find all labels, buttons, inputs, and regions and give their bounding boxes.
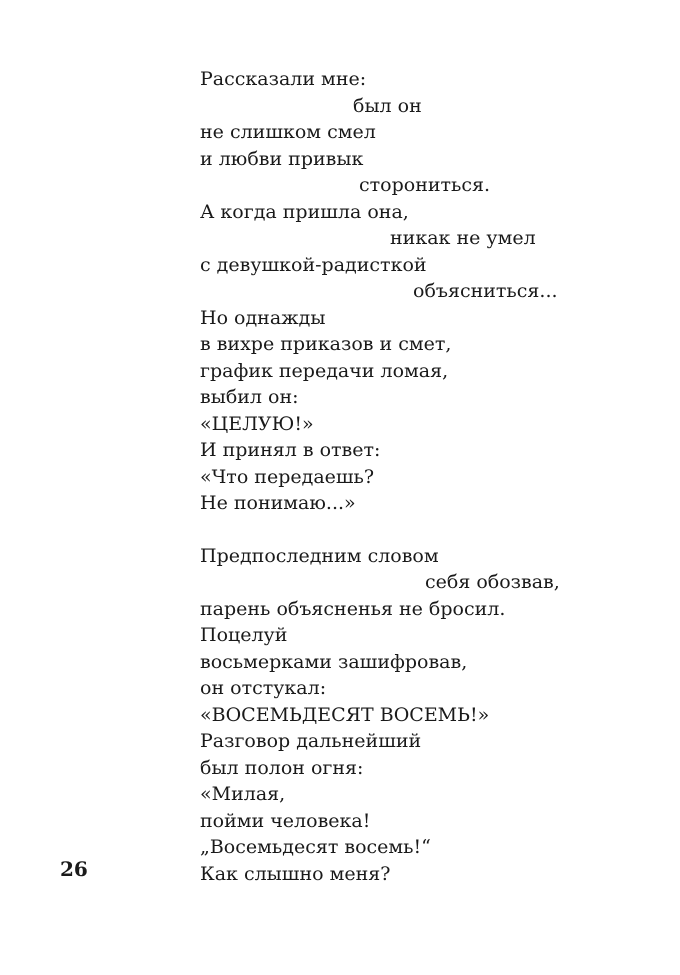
poem-line: „Восемьдесят восемь!“ <box>200 836 431 858</box>
poem-line: никак не умел <box>390 227 536 249</box>
poem-line: себя обозвав, <box>425 571 560 593</box>
poem-line: и любви привык <box>200 147 364 170</box>
poem-line: график передачи ломая, <box>200 359 449 382</box>
poem-line: пойми человека! <box>200 809 371 832</box>
poem-line: Рассказали мне: <box>200 68 367 90</box>
stanza-1 <box>200 66 640 517</box>
poem-line: объясниться... <box>413 280 558 302</box>
stanza-2 <box>200 543 640 888</box>
poem-line: Не понимаю...» <box>200 492 356 514</box>
poem-line: выбил он: <box>200 386 299 408</box>
poem-line: «ЦЕЛУЮ!» <box>200 412 314 435</box>
poem-line: И принял в ответ: <box>200 439 381 461</box>
poem-line: «Что передаешь? <box>200 465 375 488</box>
poem-line: в вихре приказов и смет, <box>200 333 452 355</box>
poem-line: с девушкой-радисткой <box>200 253 427 276</box>
poem-line: «Милая, <box>200 783 286 805</box>
poem-line: не слишком смел <box>200 121 376 143</box>
poem-text <box>200 66 640 887</box>
poem-line: Но однажды <box>200 306 326 329</box>
poem-line: восьмерками зашифровав, <box>200 650 468 673</box>
poem-line: А когда пришла она, <box>200 200 409 223</box>
poem-line: Как слышно меня? <box>200 862 391 885</box>
page-number: 26 <box>60 857 88 881</box>
poem-line: Разговор дальнейший <box>200 730 422 752</box>
poem-line: «ВОСЕМЬДЕСЯТ ВОСЕМЬ!» <box>200 703 490 726</box>
poem-line: он отстукал: <box>200 677 327 699</box>
poem-line: парень объясненья не бросил. <box>200 597 506 620</box>
poem-line: был он <box>353 94 422 117</box>
poem-line: Предпоследним словом <box>200 544 439 567</box>
poem-line: сторониться. <box>359 174 491 196</box>
poem-line: Поцелуй <box>200 624 288 646</box>
poem-line: был полон огня: <box>200 756 364 779</box>
